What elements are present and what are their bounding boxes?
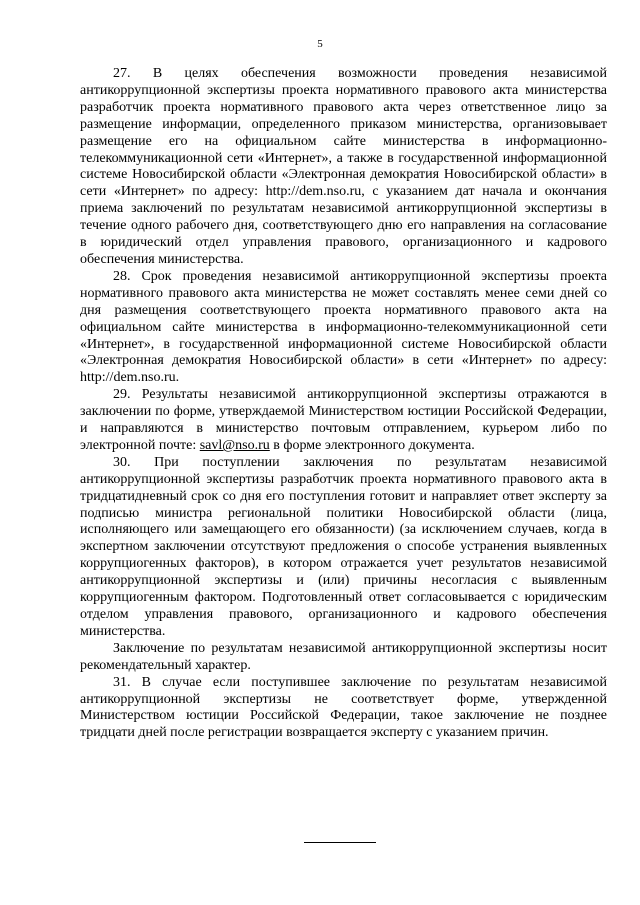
paragraph-29	[80, 387, 607, 455]
paragraph-30: 30. При поступлении заключения по результатам независимой антикоррупционной экспертизы разработчик проекта нормативного правового акта в тридцатидневный срок со дня его поступления готовит и направляет ответ эксперту за подписью министра региональной политики Новосибирской области (лица, исполняющего или замещающего его обязанности) (за исключением случаев, когда в экспертном заключении отсутствуют предложения о способе устранения выявленных коррупциогенных факторов), в котором отражается учет результатов независимой антикоррупционной экспертизы и (или) причины несогласия с выявленным коррупциогенным фактором. Подготовленный ответ согласовывается с юридическим отделом управления правового, организационного и кадрового обеспечения министерства.	[80, 454, 607, 639]
document-body	[80, 66, 607, 742]
paragraph-31: 31. В случае если поступившее заключение по результатам независимой антикоррупционной экспертизы не соответствует форме, утвержденной Министерством юстиции Российской Федерации, такое заключение не позднее тридцати дней после регистрации возвращается эксперту с указанием причин.	[80, 674, 607, 741]
paragraph-29-text-end: в форме электронного документа.	[269, 437, 475, 453]
paragraph-27: 27. В целях обеспечения возможности проведения независимой антикоррупционной экспертизы проекта нормативного правового акта министерства разработчик проекта нормативного правового акта через ответственное лицо за размещение информации, определенного приказом министерства, организовывает размещение его на официальном сайте министерства в информационно-телекоммуникационной сети «Интернет», а также в государственной информационной системе Новосибирской области «Электронная демократия Новосибирской области» в сети «Интернет» по адресу: http://dem.nso.ru, с указанием дат начала и окончания приема заключений по результатам независимой антикоррупционной экспертизы в течение одного рабочего дня, соответствующего дню его направления на согласование в юридический отдел управления правового, организационного и кадрового обеспечения министерства.	[80, 66, 607, 267]
page-number: 5	[317, 38, 323, 50]
paragraph-29-text-start: 29. Результаты независимой антикоррупционной экспертизы отражаются в заключении по форме, утверждаемой Министерством юстиции Российской Федерации, и направляются в министерство почтовым отправлением, курьером либо по электронной почте:	[80, 387, 607, 453]
paragraph-28: 28. Срок проведения независимой антикоррупционной экспертизы проекта нормативного правового акта министерства не может составлять менее семи дней со дня размещения соответствующего проекта нормативного правового акта на официальном сайте министерства в информационно-телекоммуникационной сети «Интернет», в государственной информационной системе Новосибирской области «Электронная демократия Новосибирской области» в сети «Интернет» по адресу: http://dem.nso.ru.	[80, 268, 607, 386]
email-link[interactable]: savl@nso.ru	[199, 437, 270, 453]
footer-divider	[304, 842, 376, 843]
paragraph-conclusion-note: Заключение по результатам независимой антикоррупционной экспертизы носит рекомендательный характер.	[80, 640, 607, 673]
